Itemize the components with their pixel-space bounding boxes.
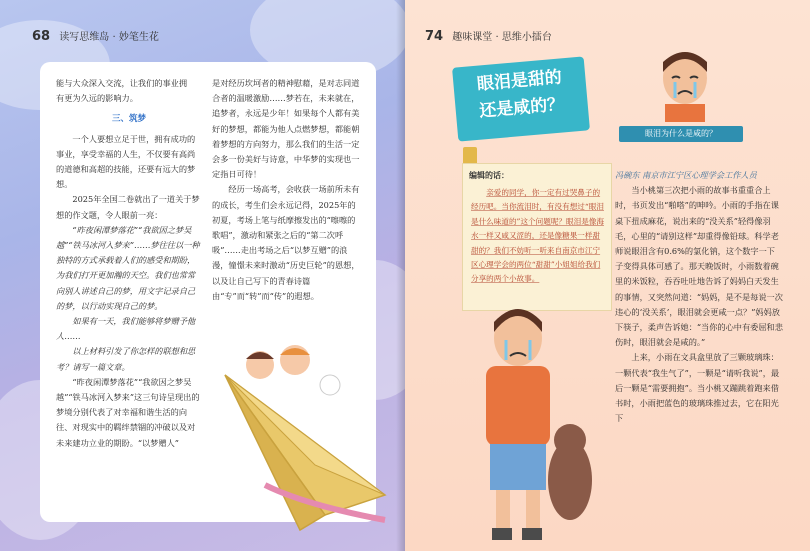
paper-plane-illustration bbox=[205, 345, 395, 535]
note-body bbox=[471, 186, 605, 287]
paragraph: “昨夜闲潭梦落花”“我欲因之梦吴越”“铁马冰河入梦来”这三句诗呈现出的梦境分别代表了对幸福和谐生活的向往、对现实中的羁绊禁锢的冲破以及对未来建功立业的期盼。“以梦赠人” bbox=[56, 376, 200, 448]
text-column-1 bbox=[56, 76, 202, 451]
note-label: 编辑的话： bbox=[469, 171, 509, 180]
note-text: 亲爱的同学，你一定有过哭鼻子的经历吧。当你流泪时，有没有想过“眼泪是什么味道的”这个问题呢？眼泪是像海水一样又咸又涩的，还是像糖果一样甜甜的？我们不妨听一听来自南京市江宁区心理学会的两位“甜甜”小姐姐给我们分享的两个小故事。 bbox=[471, 188, 604, 284]
paragraph: “昨夜闲潭梦落花”“我欲因之梦吴越”“铁马冰河入梦来”……梦往往以一种独特的方式承载着人们的感受和期盼，为我们打开更加瀚的天空。我们也常常向别人讲述自己的梦，用文字记录自己的梦，以行动实现自己的梦。 bbox=[56, 224, 200, 311]
intro-line: 能与大众深入交流，让我们的事业拥 bbox=[56, 78, 188, 88]
title-banner bbox=[452, 56, 590, 141]
paragraph: 是对经历坎坷者的精神慰藉，是对志同道合者的温暖激励……梦若在，未来就在，追梦者，永远是少年！如果每个人都有美好的梦想，都能为他人点燃梦想，都能朝着梦想的方向努力，那么我们的生活一定会多一份美好与诗意，中华梦的实现也一定指日可待！ bbox=[212, 78, 360, 180]
header-text: 趣味课堂 · 思维小擂台 bbox=[452, 32, 552, 43]
editor-note bbox=[462, 163, 612, 311]
crying-boy-illustration bbox=[460, 300, 600, 551]
book-gutter bbox=[396, 0, 405, 551]
page-header bbox=[425, 28, 552, 44]
paragraph: 当小桃第三次把小雨的故事书重重合上时，书页发出“啪嗒”的呻吟。小雨的手指在课桌下扭成麻花，说出来的“没关系”轻得像羽毛，心里的“请别这样”却重得像铅球。科学老师说眼泪含有0.6%的氯化钠，这个数字一下子变得具体可感了。那天晚饭时，小雨数着碗里的米饭粒，吞吞吐吐地告诉了妈妈白天发生的事情，又突然问道：“妈妈，是不是每说一次违心的‘没关系’，眼泪就会更咸一点？”妈妈放下筷子，柔声告诉她：“当你的心中有委屈和悲伤时，眼泪就会是咸的。” bbox=[615, 185, 783, 348]
paragraph: 以上材料引发了你怎样的联想和思考？请写一篇文章。 bbox=[56, 346, 196, 372]
right-page bbox=[405, 0, 810, 551]
paragraph: 一个人要想立足于世，拥有成功的事业，享受幸福的人生，不仅要有高尚的道德和高超的技能，还要有远大的梦想。 bbox=[56, 133, 196, 190]
paragraph: 上来，小雨在文具盒里放了三颗玻璃珠：一颗代表“我生气了”，一颗是“请听我说”，最后一颗是“需要拥抱”。当小桃又蹦跳着跑来借书时，小雨把蓝色的玻璃珠推过去，它在阳光下 bbox=[615, 352, 780, 424]
topic-bar: 眼泪为什么是咸的？ bbox=[619, 126, 743, 142]
page-number: 74 bbox=[425, 29, 444, 44]
article-body bbox=[615, 168, 783, 426]
title-line: 还是咸的？ bbox=[478, 94, 565, 122]
page-header bbox=[32, 28, 159, 44]
title-line: 眼泪是甜的 bbox=[476, 67, 563, 95]
article-title bbox=[457, 63, 585, 128]
paragraph: 如果有一天，我们能够将梦赠予他人…… bbox=[56, 316, 196, 342]
crying-adult-illustration bbox=[650, 42, 720, 122]
paragraph: 经历一场高考，会收获一场前所未有的成长，考生们会永远记得，2025年的初夏，考场上笔与纸摩擦发出的“嚓嚓的歌唱”，激动和紧张之后的“第二次呼吸”……走出考场之后“以梦互赠”的浪漫，憧憬未来时激动“历史巨轮”的恩想，以及让自己写下的青春诗篇由“专”而“转”而“传”的遐想。 bbox=[212, 184, 360, 301]
paragraph: 2025年全国二卷就出了一道关于梦想的作文题，令人眼前一亮： bbox=[56, 194, 200, 220]
intro-line: 有更为久远的影响力。 bbox=[56, 93, 138, 104]
header-text: 读写思维岛 · 妙笔生花 bbox=[59, 32, 159, 43]
text-column-2 bbox=[212, 76, 362, 304]
section-title: 三、筑梦 bbox=[111, 114, 146, 125]
dog-head bbox=[320, 375, 340, 395]
byline: 冯碗东 南京市江宁区心理学会工作人员 bbox=[615, 170, 757, 180]
page-number: 68 bbox=[32, 29, 51, 44]
